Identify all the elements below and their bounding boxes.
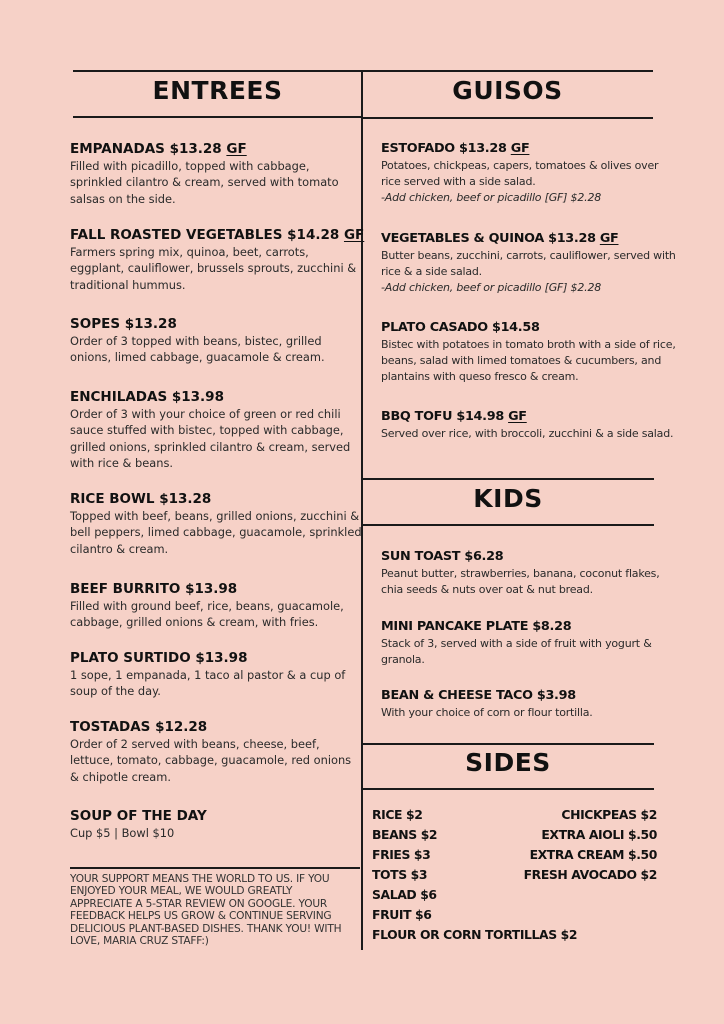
gf-badge: GF [599, 231, 619, 246]
gf-badge: GF [508, 409, 527, 424]
item-description: Peanut butter, strawberries, banana, coconut flakes, chia seeds & nuts over oat & nut bread. [381, 567, 660, 597]
item-name: BEAN & CHEESE TACO $3.98 [381, 688, 576, 703]
gf-badge: GF [510, 141, 530, 156]
list-item [70, 226, 365, 293]
list-item [381, 408, 676, 442]
item-name: ESTOFADO $13.28 GF [381, 141, 530, 156]
side-item: FRESH AVOCADO $2 [523, 867, 657, 882]
side-item: TOTS $3 [372, 867, 428, 882]
item-name: SOPES $13.28 [70, 316, 177, 332]
kids-bottom-rule [362, 524, 654, 526]
list-item [381, 548, 676, 598]
side-item: SALAD $6 [372, 887, 437, 902]
footer-thank-you-note: YOUR SUPPORT MEANS THE WORLD TO US. IF YOU ENJOYED YOUR MEAL, WE WOULD GREATLY APPRECIATE A 5-STAR REVIEW ON GOOGLE. YOUR FEEDBACK HELPS US GROW & CONTINUE SERVING DELICIOUS PLANT-BASED DISHES. THANK YOU! WITH LOVE, MARIA CRUZ STAFF:) [70, 873, 342, 948]
item-description: Cup $5 | Bowl $10 [70, 826, 175, 840]
list-item [70, 315, 362, 366]
section-title-sides: SIDES [465, 748, 551, 777]
header-rule-right [362, 117, 653, 119]
side-item: RICE $2 [372, 807, 423, 822]
footer-rule [70, 867, 360, 869]
item-description: Order of 3 topped with beans, bistec, grilled onions, limed cabbage, guacamole & cream. [70, 334, 325, 365]
list-item [70, 807, 362, 841]
item-name: SOUP OF THE DAY [70, 808, 207, 824]
list-item [70, 580, 362, 631]
item-name: FALL ROASTED VEGETABLES $14.28 GF [70, 227, 365, 243]
kids-top-rule [362, 478, 654, 480]
item-name: BBQ TOFU $14.98 GF [381, 409, 527, 424]
item-description: Butter beans, zucchini, carrots, cauliflower, served with rice & a side salad. [381, 249, 676, 279]
item-name: TOSTADAS $12.28 [70, 719, 208, 735]
item-name: VEGETABLES & QUINOA $13.28 GF [381, 231, 619, 246]
item-description: Filled with ground beef, rice, beans, guacamole, cabbage, grilled onions & cream, with fries. [70, 599, 344, 630]
item-name: RICE BOWL $13.28 [70, 491, 212, 507]
header-rule-left [73, 116, 362, 118]
list-item [381, 319, 676, 386]
list-item [70, 649, 362, 700]
item-description: Served over rice, with broccoli, zucchini & a side salad. [381, 427, 674, 440]
item-name: BEEF BURRITO $13.98 [70, 581, 238, 597]
item-name: EMPANADAS $13.28 GF [70, 141, 247, 157]
side-item: FRIES $3 [372, 847, 431, 862]
item-description: Topped with beef, beans, grilled onions, zucchini & bell peppers, limed cabbage, guacamole, sprinkled cilantro & cream. [70, 509, 362, 556]
gf-badge: GF [226, 141, 247, 157]
item-name: MINI PANCAKE PLATE $8.28 [381, 619, 572, 634]
gf-badge: GF [343, 227, 365, 243]
item-name: PLATO CASADO $14.58 [381, 320, 540, 335]
top-rule [73, 70, 653, 72]
item-description: Farmers spring mix, quinoa, beet, carrots, eggplant, cauliflower, brussels sprouts, zucchini & traditional hummus. [70, 245, 357, 292]
item-description: Stack of 3, served with a side of fruit with yogurt & granola. [381, 637, 652, 667]
item-description: Order of 2 served with beans, cheese, beef, lettuce, tomato, cabbage, guacamole, red onions & chipotle cream. [70, 737, 352, 784]
list-item [381, 618, 676, 668]
side-item: FLOUR OR CORN TORTILLAS $2 [372, 927, 578, 942]
sides-top-rule [362, 743, 654, 745]
item-description: Potatoes, chickpeas, capers, tomatoes & olives over rice served with a side salad. [381, 159, 659, 189]
side-item: EXTRA AIOLI $.50 [541, 827, 657, 842]
sides-bottom-rule [362, 788, 654, 790]
side-item: CHICKPEAS $2 [561, 807, 657, 822]
list-item [70, 718, 362, 785]
item-name: SUN TOAST $6.28 [381, 549, 504, 564]
side-item: EXTRA CREAM $.50 [529, 847, 657, 862]
side-item: BEANS $2 [372, 827, 438, 842]
section-title-entrees: ENTREES [152, 76, 283, 105]
list-item [70, 490, 362, 557]
item-name: PLATO SURTIDO $13.98 [70, 650, 248, 666]
list-item [381, 687, 676, 721]
item-description: With your choice of corn or flour tortilla. [381, 706, 593, 719]
section-title-kids: KIDS [473, 484, 543, 513]
side-item: FRUIT $6 [372, 907, 432, 922]
item-description: Order of 3 with your choice of green or red chili sauce stuffed with bistec, topped with cabbage, grilled onions, sprinkled cilantro & cream, served with rice & beans. [70, 407, 351, 470]
list-item [70, 140, 362, 207]
item-addon: -Add chicken, beef or picadillo [GF] $2.28 [381, 281, 602, 295]
list-item [381, 230, 676, 297]
item-description: 1 sope, 1 empanada, 1 taco al pastor & a cup of soup of the day. [70, 668, 346, 699]
item-description: Filled with picadillo, topped with cabbage, sprinkled cilantro & cream, served with tomato salsas on the side. [70, 159, 339, 206]
item-description: Bistec with potatoes in tomato broth with a side of rice, beans, salad with limed tomatoes & cucumbers, and plantains with queso fresco & cream. [381, 338, 676, 384]
list-item [70, 388, 362, 471]
list-item [381, 140, 676, 207]
section-title-guisos: GUISOS [452, 76, 563, 105]
item-addon: -Add chicken, beef or picadillo [GF] $2.28 [381, 191, 602, 205]
item-name: ENCHILADAS $13.98 [70, 389, 224, 405]
